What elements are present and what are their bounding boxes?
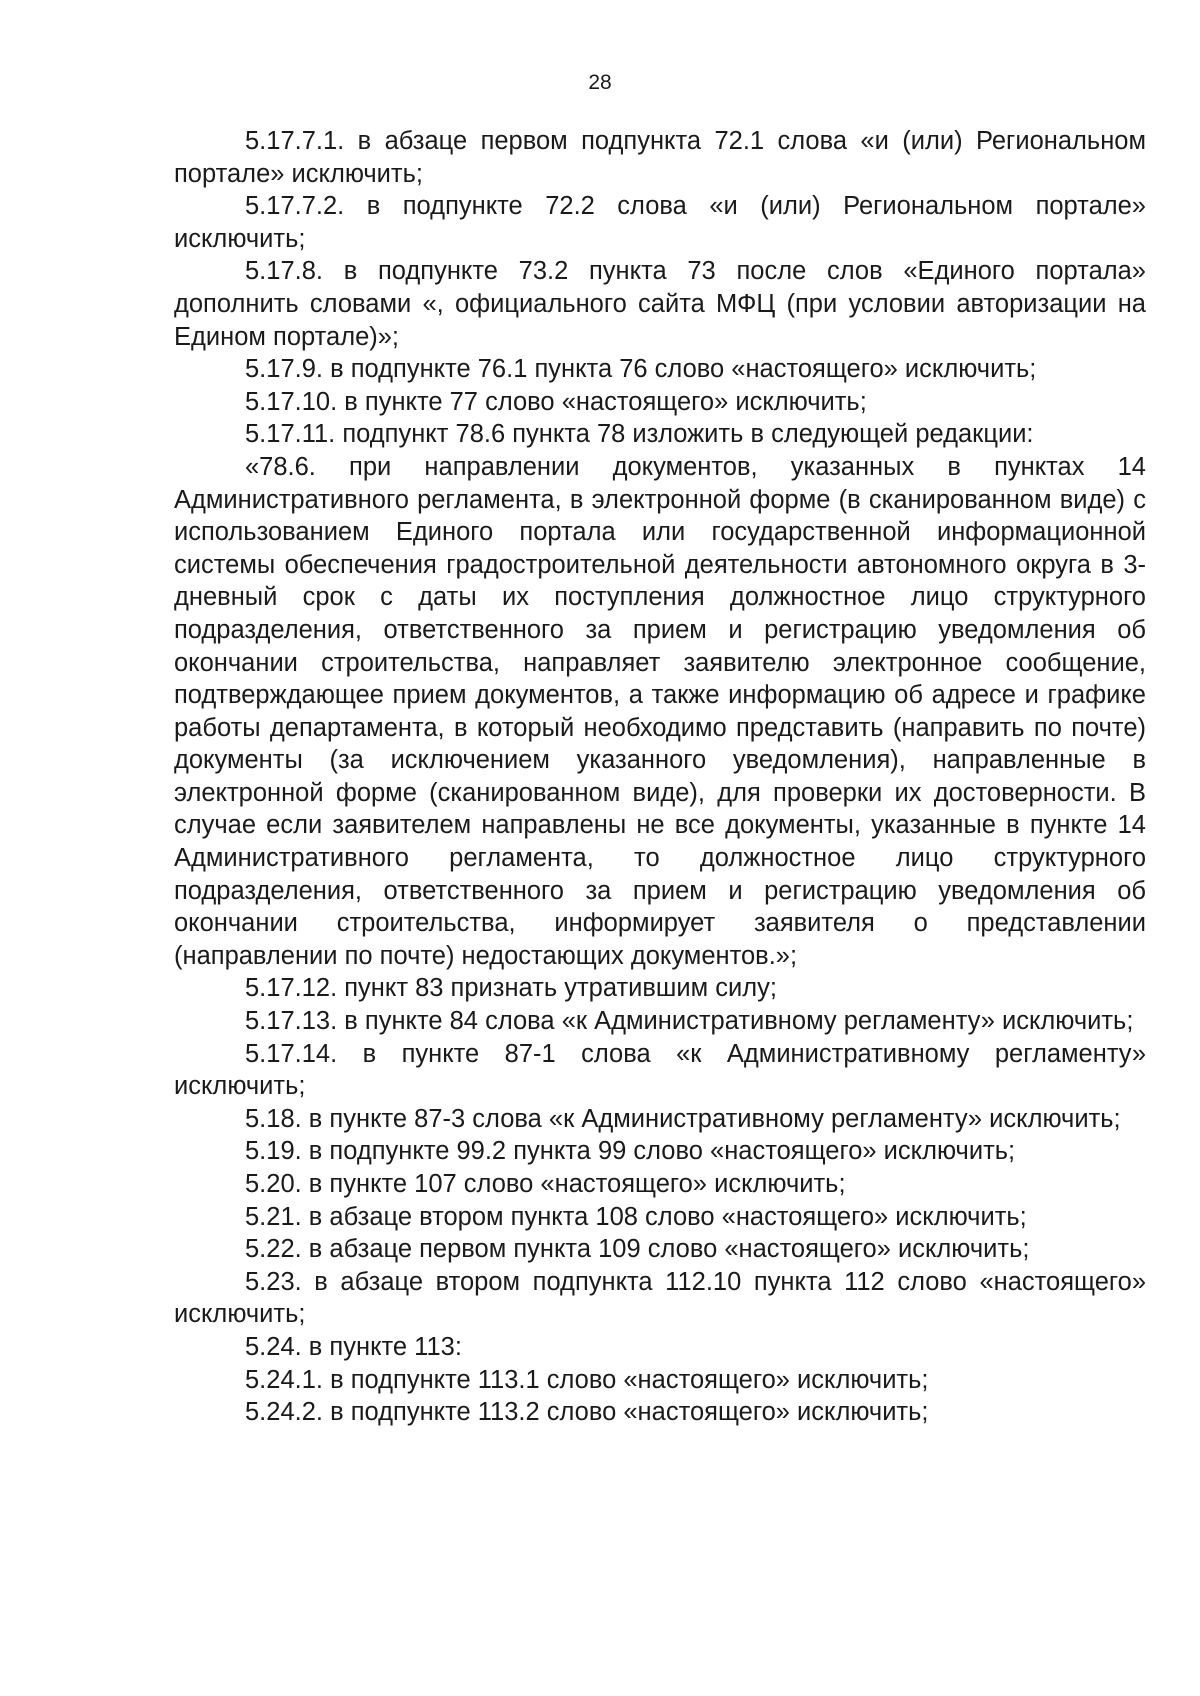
paragraph: 5.18. в пункте 87-3 слова «к Административному регламенту» исключить; (245, 1104, 1121, 1133)
document-body (174, 125, 1146, 1429)
paragraph: 5.17.12. пункт 83 признать утратившим силу; (245, 974, 777, 1003)
paragraph: 5.17.9. в подпункте 76.1 пункта 76 слово «настоящего» исключить; (245, 355, 1037, 384)
paragraph: 5.17.10. в пункте 77 слово «настоящего» исключить; (245, 387, 867, 416)
paragraph: 5.22. в абзаце первом пункта 109 слово «настоящего» исключить; (245, 1235, 1030, 1264)
paragraph: 5.17.7.1. в абзаце первом подпункта 72.1 слова «и (или) Региональном портале» исключить; (174, 127, 1146, 188)
paragraph: 5.17.14. в пункте 87-1 слова «к Административному регламенту» исключить; (174, 1039, 1146, 1101)
paragraph: 5.17.7.2. в подпункте 72.2 слова «и (или) Региональном портале» исключить; (174, 192, 1146, 253)
paragraph: 5.17.8. в подпункте 73.2 пункта 73 после слов «Единого портала» дополнить словами «, официального сайта МФЦ (при условии авторизации на Едином портале)»; (174, 257, 1146, 351)
quoted-paragraph: «78.6. при направлении документов, указанных в пунктах 14 Административного регламента, в электронной форме (в сканированном виде) с использованием Единого портала или государственной информационной системы обеспечения градостроительной деятельности автономного округа в 3-дневный срок с даты их поступления должностное лицо структурного подразделения, ответственного за прием и регистрацию уведомления об окончании строительства, направляет заявителю электронное сообщение, подтверждающее прием документов, а также информацию об адресе и графике работы департамента, в который необходимо представить (направить по почте) документы (за исключением указанного уведомления), направленные в электронной форме (сканированном виде), для проверки их достоверности. В случае если заявителем направлены не все документы, указанные в пункте 14 Административного регламента, то должностное лицо структурного подразделения, ответственного за прием и регистрацию уведомления об окончании строительства, информирует заявителя о представлении (направлении по почте) недостающих документов.»; (174, 452, 1146, 970)
paragraph: 5.21. в абзаце втором пункта 108 слово «настоящего» исключить; (245, 1202, 1027, 1231)
paragraph: 5.24. в пункте 113: (245, 1332, 462, 1361)
paragraph: 5.24.2. в подпункте 113.2 слово «настоящего» исключить; (245, 1398, 929, 1427)
paragraph: 5.19. в подпункте 99.2 пункта 99 слово «настоящего» исключить; (245, 1137, 1016, 1166)
page-number: 28 (588, 71, 612, 94)
paragraph: 5.17.13. в пункте 84 слова «к Административному регламенту» исключить; (245, 1007, 1134, 1036)
paragraph: 5.23. в абзаце втором подпункта 112.10 пункта 112 слово «настоящего» исключить; (174, 1267, 1146, 1329)
paragraph: 5.17.11. подпункт 78.6 пункта 78 изложить в следующей редакции: (245, 420, 1034, 449)
paragraph: 5.20. в пункте 107 слово «настоящего» исключить; (245, 1170, 846, 1198)
paragraph: 5.24.1. в подпункте 113.1 слово «настоящего» исключить; (245, 1365, 929, 1394)
